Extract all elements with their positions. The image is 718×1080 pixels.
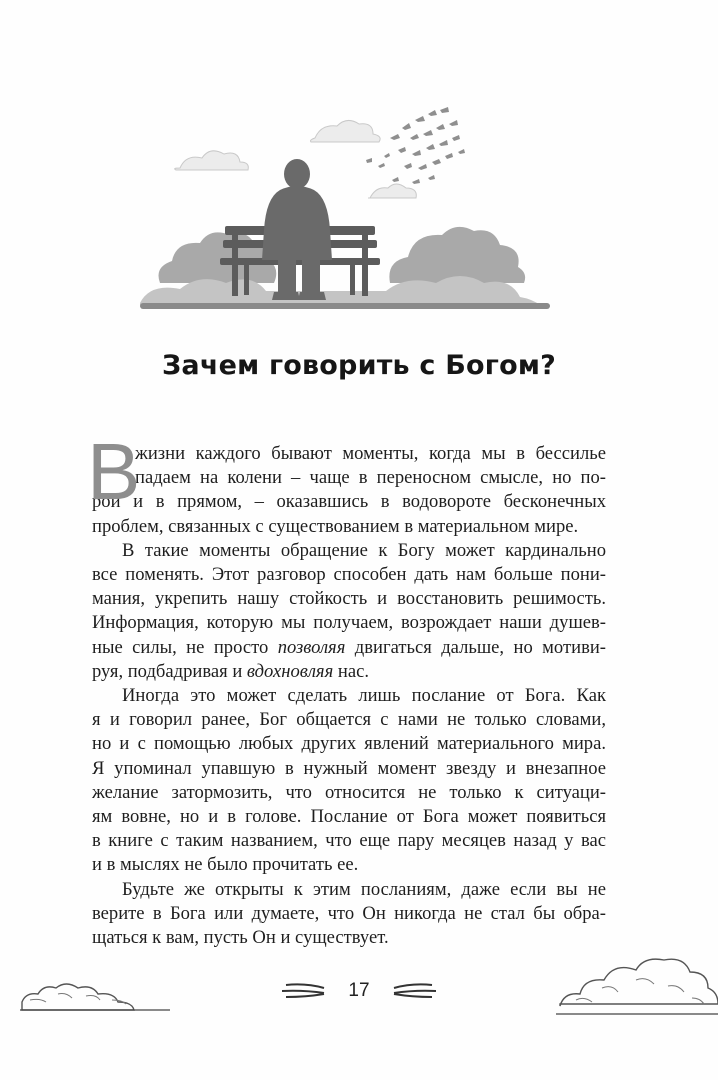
- paragraph: [92, 684, 606, 878]
- wind-lines-icon: [282, 982, 326, 1000]
- emphasis: вдохновляя: [246, 660, 334, 682]
- text-line: ям вовне, но и в голове. Послание от Бога может появиться: [92, 806, 606, 828]
- text-run: нас.: [333, 660, 369, 682]
- text-line: проблем, связанных с существованием в материальном мире.: [92, 515, 579, 537]
- text-line: Информация, которую мы получаем, возрождает наши душев-: [92, 612, 606, 634]
- text-line: рой и в прямом, – оказавшись в водовороте бесконечных: [92, 491, 606, 513]
- text-line: падаем на колени – чаще в переносном смысле, но по-: [135, 467, 606, 489]
- text-line: но и с помощью любых других явлений материального мира.: [92, 733, 606, 755]
- text-line: и в мыслях не было прочитать ее.: [92, 854, 359, 876]
- emphasis: позволяя: [277, 636, 346, 658]
- drop-cap: В: [87, 427, 141, 516]
- text-run: двигаться дальше, но мотиви-: [345, 636, 606, 658]
- wind-lines-icon: [392, 982, 436, 1000]
- page-footer: [282, 978, 436, 1004]
- text-line: я и говорил ранее, Бог общается с нами не только словами,: [92, 709, 606, 731]
- cloud-icon: [20, 968, 170, 1018]
- text-line: в книге с таким названием, что еще пару месяцев назад у вас: [92, 830, 606, 852]
- text-line: Будьте же открыты к этим посланиям, даже если вы не: [122, 878, 606, 900]
- paragraph: [92, 539, 606, 684]
- text-run: ные силы, не просто: [92, 636, 278, 658]
- cloud-icon: [556, 940, 718, 1020]
- text-run: руя, подбадривая и: [92, 660, 247, 682]
- text-line: щаться к вам, пусть Он и существует.: [92, 927, 389, 949]
- paragraph: [87, 427, 606, 539]
- man-on-bench-clouds-birds-icon: [140, 107, 550, 309]
- text-line: В такие моменты обращение к Богу может кардинально: [122, 539, 606, 561]
- text-line: [92, 636, 606, 660]
- page-number: 17: [348, 980, 370, 1001]
- text-line: Я упоминал упавшую в нужный момент звезду и внезапное: [92, 757, 606, 779]
- chapter-title: Зачем говорить с Богом?: [162, 350, 556, 381]
- text-line: жизни каждого бывают моменты, когда мы в бессилье: [135, 443, 606, 464]
- text-line: желание затормозить, что относится не только к ситуаци-: [92, 781, 606, 803]
- text-line: верите в Бога или думаете, что Он никогда не стал бы обра-: [92, 902, 606, 924]
- text-line: [92, 660, 606, 684]
- paragraph: [92, 878, 606, 951]
- text-line: все поменять. Этот разговор способен дать нам больше пони-: [92, 564, 606, 586]
- text-line: Иногда это может сделать лишь послание от Бога. Как: [122, 685, 606, 707]
- body-text: [87, 427, 606, 950]
- text-line: мания, укрепить нашу стойкость и восстановить решимость.: [92, 588, 606, 610]
- man-on-bench-illustration: [140, 98, 550, 338]
